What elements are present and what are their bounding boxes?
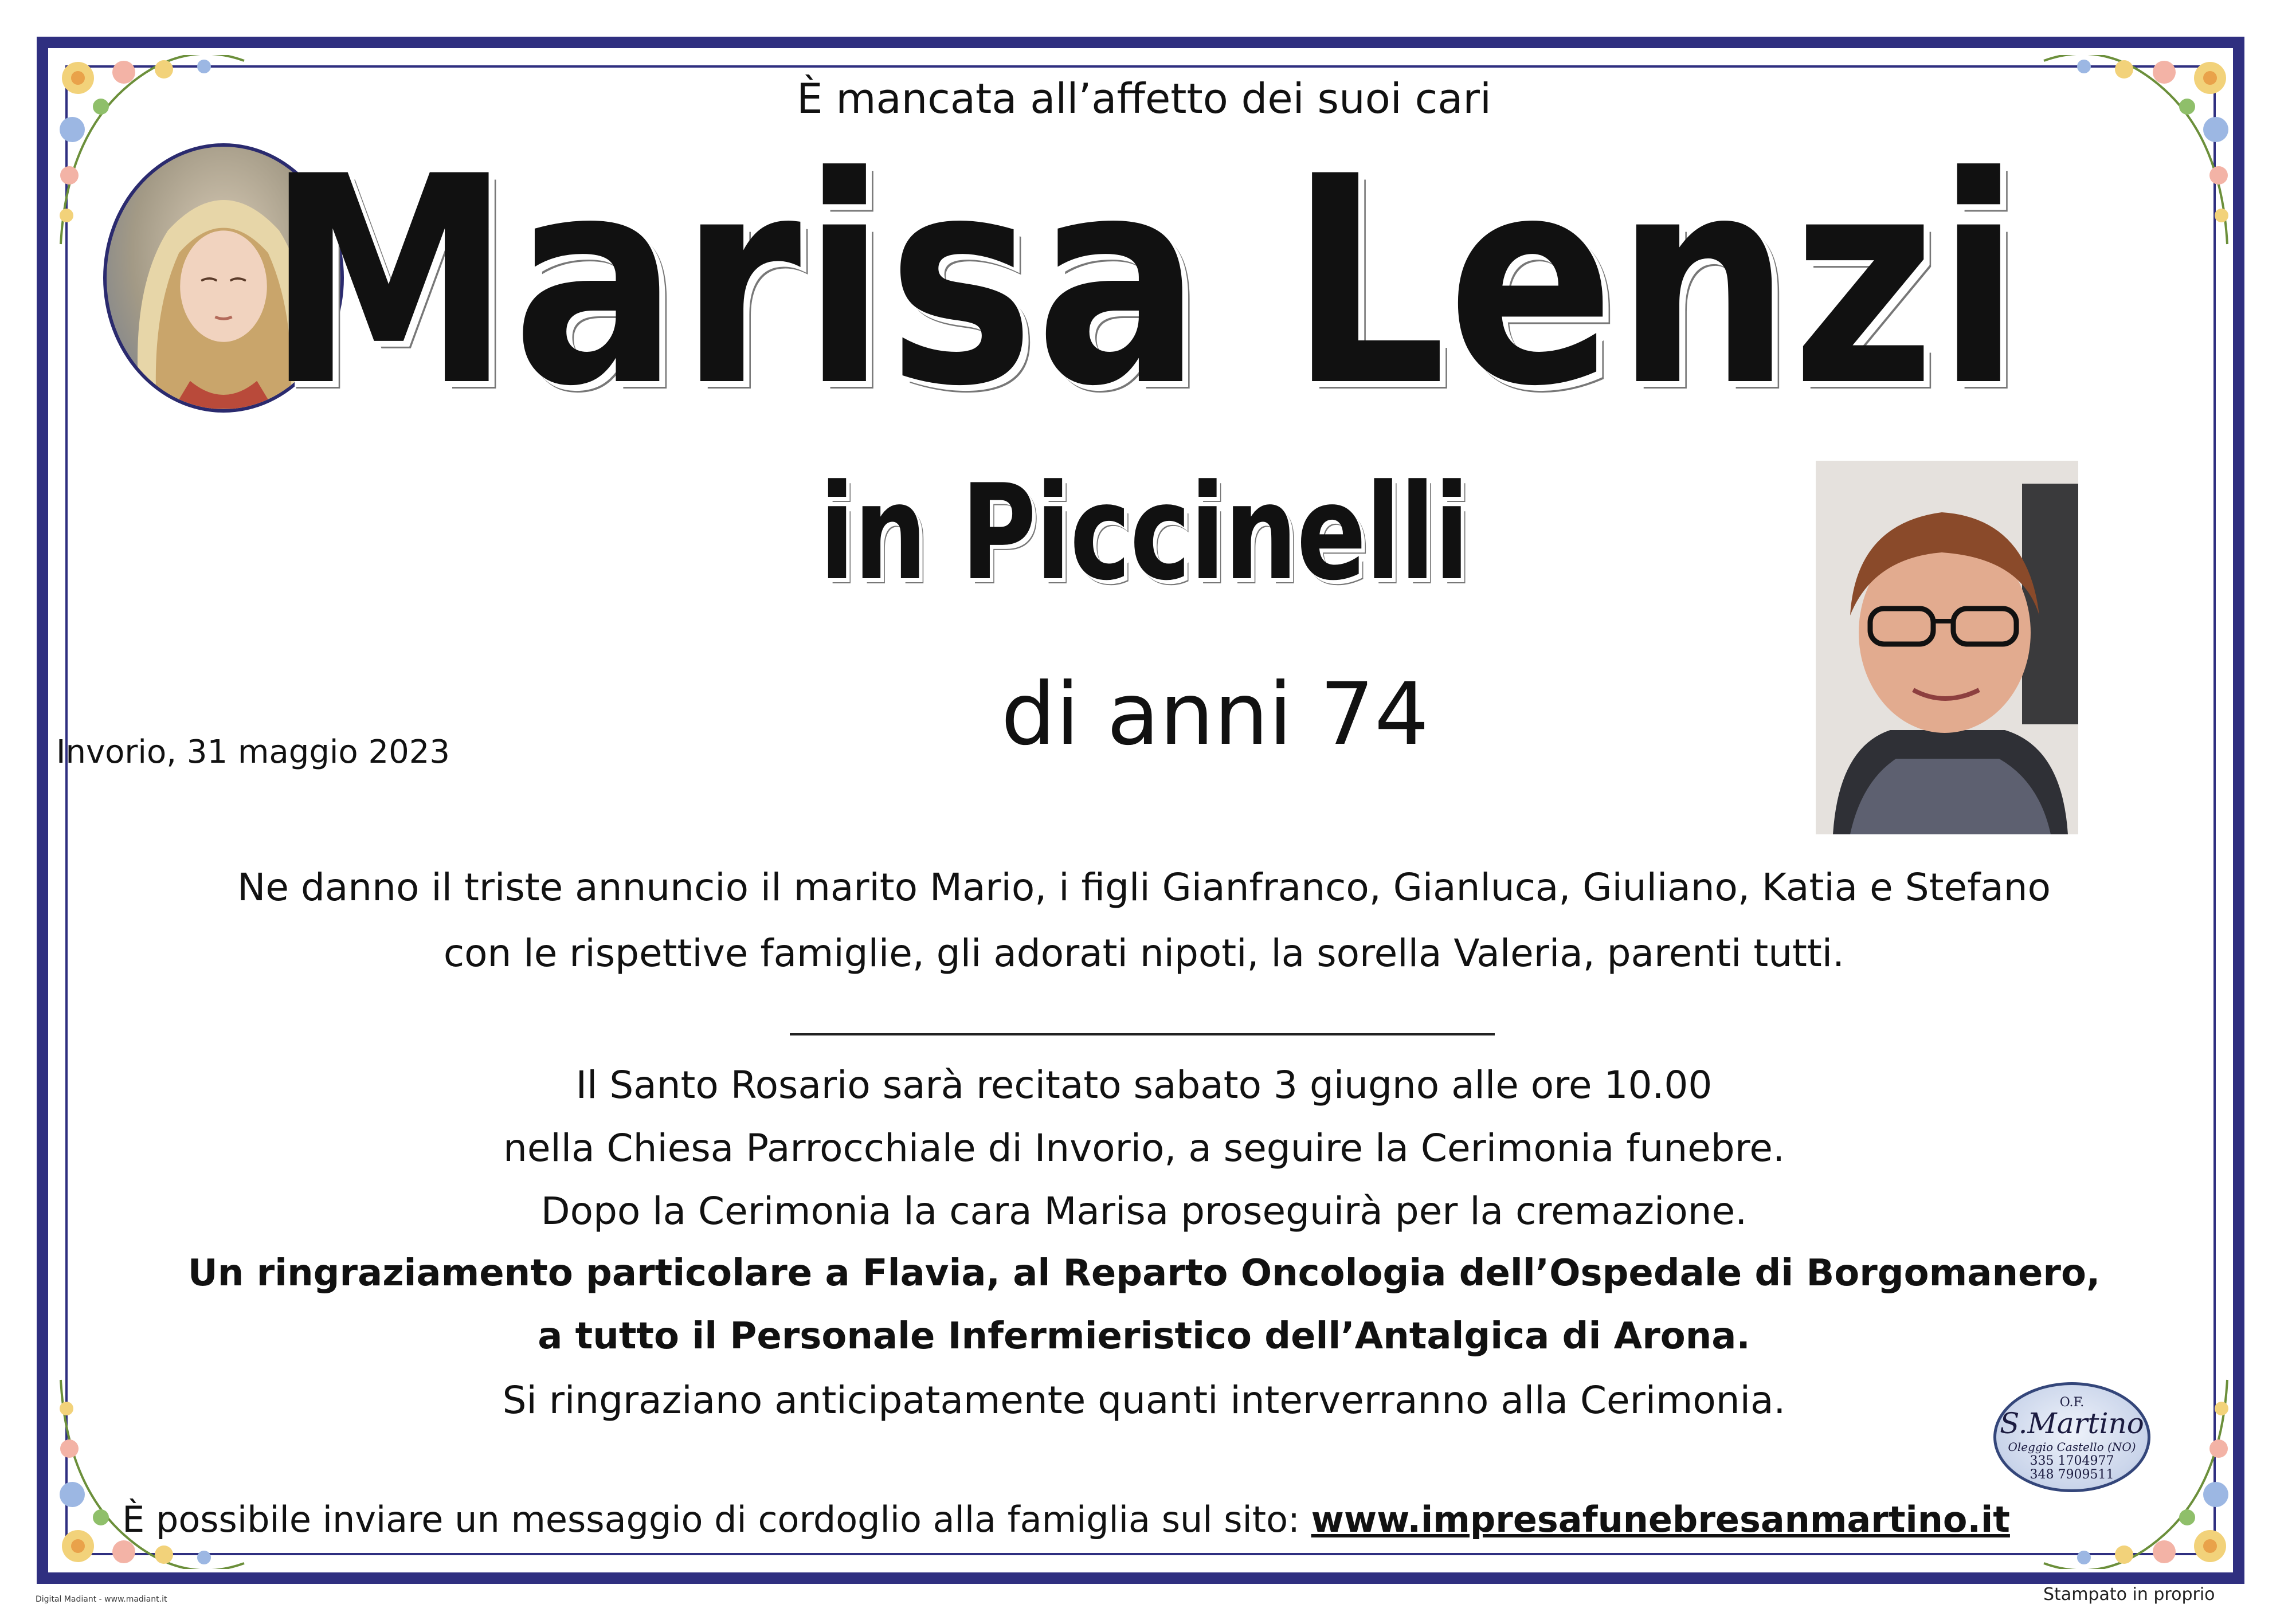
married-name: in Piccinelli bbox=[819, 457, 1469, 610]
logo-line-3: Oleggio Castello (NO) bbox=[2008, 1440, 2136, 1454]
printed-note: Stampato in proprio bbox=[2043, 1584, 2215, 1605]
announcement-line-1: Ne danno il triste annuncio il marito Mario, i figli Gianfranco, Gianluca, Giuliano, Katia e Stefano bbox=[237, 865, 2051, 909]
funeral-home-logo bbox=[1993, 1382, 2150, 1492]
announcement-line-2: con le rispettive famiglie, gli adorati nipoti, la sorella Valeria, parenti tutti. bbox=[443, 931, 1845, 975]
portrait-image-icon bbox=[1816, 461, 2078, 834]
intro-line: È mancata all’affetto dei suoi cari bbox=[797, 74, 1491, 123]
ceremony-line-6: Si ringraziano anticipatamente quanti interverranno alla Cerimonia. bbox=[502, 1378, 1786, 1422]
deceased-photo bbox=[1816, 461, 2078, 834]
logo-phone-1: 335 1704977 bbox=[2030, 1454, 2114, 1468]
logo-line-2: S.Martino bbox=[2000, 1407, 2144, 1440]
footer-message: È possibile inviare un messaggio di cordoglio alla famiglia sul sito: bbox=[122, 1499, 1311, 1540]
condolence-footer bbox=[0, 1499, 2132, 1540]
ceremony-line-1: Il Santo Rosario sarà recitato sabato 3 giugno alle ore 10.00 bbox=[575, 1063, 1713, 1107]
thanks-line-1: Un ringraziamento particolare a Flavia, al Reparto Oncologia dell’Ospedale di Borgomanero, bbox=[187, 1252, 2101, 1295]
ceremony-line-3: Dopo la Cerimonia la cara Marisa proseguirà per la cremazione. bbox=[540, 1189, 1748, 1233]
printer-credit: Digital Madiant - www.madiant.it bbox=[36, 1595, 167, 1604]
logo-line-1: O.F. bbox=[2059, 1395, 2085, 1410]
logo-phone-2: 348 7909511 bbox=[2030, 1468, 2114, 1482]
thanks-line-2: a tutto il Personale Infermieristico dell’Antalgica di Arona. bbox=[538, 1315, 1750, 1358]
deceased-name: Marisa Lenzi bbox=[266, 115, 2022, 449]
divider-line bbox=[790, 1033, 1495, 1035]
website-link[interactable]: www.impresafunebresanmartino.it bbox=[1311, 1499, 2010, 1540]
ceremony-line-2: nella Chiesa Parrocchiale di Invorio, a seguire la Cerimonia funebre. bbox=[503, 1126, 1785, 1170]
deceased-age: di anni 74 bbox=[1001, 665, 1429, 764]
place-date: Invorio, 31 maggio 2023 bbox=[56, 733, 450, 771]
